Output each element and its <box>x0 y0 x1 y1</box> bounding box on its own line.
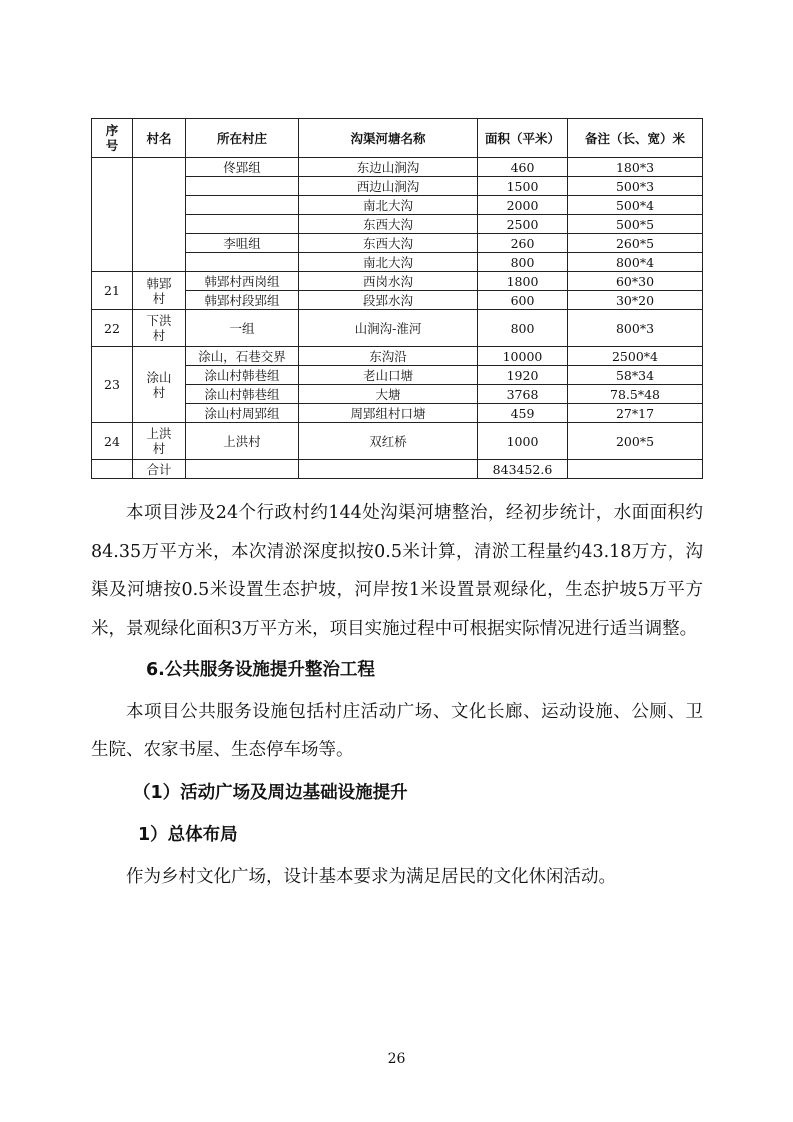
cell-village <box>186 253 299 272</box>
cell-area: 459 <box>478 404 568 423</box>
cell-name: 东西大沟 <box>299 234 478 253</box>
cell-name: 周郢组村口塘 <box>299 404 478 423</box>
cell-area: 1500 <box>478 177 568 196</box>
header-area: 面积（平米） <box>478 119 568 158</box>
cell-area: 3768 <box>478 385 568 404</box>
cell-note: 800*4 <box>568 253 703 272</box>
cell-note: 500*3 <box>568 177 703 196</box>
cell-area: 800 <box>478 310 568 347</box>
cell-name: 大塘 <box>299 385 478 404</box>
subsection-heading-1: （1）活动广场及周边基础设施提升 <box>133 782 408 803</box>
header-village: 所在村庄 <box>186 119 299 158</box>
cell-cun: 韩郢村 <box>133 272 186 310</box>
table-row <box>92 158 703 177</box>
cell-no: 23 <box>92 347 133 423</box>
cell-note: 2500*4 <box>568 347 703 366</box>
cell-name: 老山口塘 <box>299 366 478 385</box>
cell-name: 双红桥 <box>299 423 478 460</box>
cell-village: 佟郢组 <box>186 158 299 177</box>
cell-area: 460 <box>478 158 568 177</box>
cell-village: 李咀组 <box>186 234 299 253</box>
cell-area: 260 <box>478 234 568 253</box>
cell-village: 上洪村 <box>186 423 299 460</box>
subsection-heading-1-1: 1）总体布局 <box>138 825 238 845</box>
table-row <box>92 272 703 291</box>
cell-village: 涂山村韩巷组 <box>186 385 299 404</box>
cell-name: 段郢水沟 <box>299 291 478 310</box>
cell-area: 2000 <box>478 196 568 215</box>
cell-village: 涂山村周郢组 <box>186 404 299 423</box>
cell-note: 500*4 <box>568 196 703 215</box>
total-value: 843452.6 <box>478 460 568 479</box>
body-text <box>91 494 703 896</box>
cell-village <box>186 460 299 479</box>
cell-village <box>186 215 299 234</box>
header-name: 沟渠河塘名称 <box>299 119 478 158</box>
cell-name: 东沟沿 <box>299 347 478 366</box>
total-label: 合计 <box>133 460 186 479</box>
cell-village: 涂山，石巷交界 <box>186 347 299 366</box>
ditch-pond-table <box>91 118 703 479</box>
cell-cun <box>133 158 186 272</box>
table-header-row <box>92 119 703 158</box>
table-row <box>92 423 703 460</box>
table-total-row <box>92 460 703 479</box>
cell-no: 21 <box>92 272 133 310</box>
cell-area: 10000 <box>478 347 568 366</box>
cell-village: 涂山村韩巷组 <box>186 366 299 385</box>
cell-area: 800 <box>478 253 568 272</box>
table-row <box>92 310 703 347</box>
cell-cun: 涂山村 <box>133 347 186 423</box>
cell-note: 58*34 <box>568 366 703 385</box>
section-heading-6: 6.公共服务设施提升整治工程 <box>146 660 375 680</box>
cell-note <box>568 460 703 479</box>
cell-no <box>92 158 133 272</box>
cell-name: 南北大沟 <box>299 196 478 215</box>
cell-village: 韩郢村段郢组 <box>186 291 299 310</box>
cell-note: 200*5 <box>568 423 703 460</box>
cell-area: 600 <box>478 291 568 310</box>
cell-note: 78.5*48 <box>568 385 703 404</box>
cell-note: 500*5 <box>568 215 703 234</box>
cell-area: 1800 <box>478 272 568 291</box>
cell-note: 30*20 <box>568 291 703 310</box>
cell-village <box>186 196 299 215</box>
paragraph-layout: 作为乡村文化广场，设计基本要求为满足居民的文化休闲活动。 <box>126 866 616 887</box>
cell-no: 22 <box>92 310 133 347</box>
cell-cun: 下洪村 <box>133 310 186 347</box>
cell-area: 2500 <box>478 215 568 234</box>
header-no: 序号 <box>92 119 133 158</box>
header-cun: 村名 <box>133 119 186 158</box>
cell-name: 东西大沟 <box>299 215 478 234</box>
cell-area: 1920 <box>478 366 568 385</box>
cell-name <box>299 460 478 479</box>
cell-no: 24 <box>92 423 133 460</box>
paragraph-ditch-summary: 本项目涉及24个行政村约144处沟渠河塘整治，经初步统计，水面面积约84.35万平方米，本次清淤深度拟按0.5米计算，清淤工程量约43.18万方，沟渠及河塘按0.5米设置生态护坡，河岸按1米设置景观绿化，生态护坡5万平方米，景观绿化面积3万平方米，项目实施过程中可根据实际情况进行适当调整。 <box>91 503 703 639</box>
table-row <box>92 347 703 366</box>
cell-name: 南北大沟 <box>299 253 478 272</box>
cell-village: 韩郢村西岗组 <box>186 272 299 291</box>
cell-area: 1000 <box>478 423 568 460</box>
paragraph-public-facilities: 本项目公共服务设施包括村庄活动广场、文化长廊、运动设施、公厕、卫生院、农家书屋、生态停车场等。 <box>91 701 703 760</box>
cell-no <box>92 460 133 479</box>
cell-name: 西岗水沟 <box>299 272 478 291</box>
page-number: 26 <box>387 1051 406 1067</box>
cell-name: 西边山涧沟 <box>299 177 478 196</box>
cell-note: 60*30 <box>568 272 703 291</box>
cell-village: 一组 <box>186 310 299 347</box>
cell-note: 27*17 <box>568 404 703 423</box>
cell-note: 260*5 <box>568 234 703 253</box>
cell-name: 东边山涧沟 <box>299 158 478 177</box>
cell-name: 山涧沟-淮河 <box>299 310 478 347</box>
cell-cun: 上洪村 <box>133 423 186 460</box>
cell-note: 180*3 <box>568 158 703 177</box>
header-note: 备注（长、宽）米 <box>568 119 703 158</box>
cell-note: 800*3 <box>568 310 703 347</box>
cell-village <box>186 177 299 196</box>
